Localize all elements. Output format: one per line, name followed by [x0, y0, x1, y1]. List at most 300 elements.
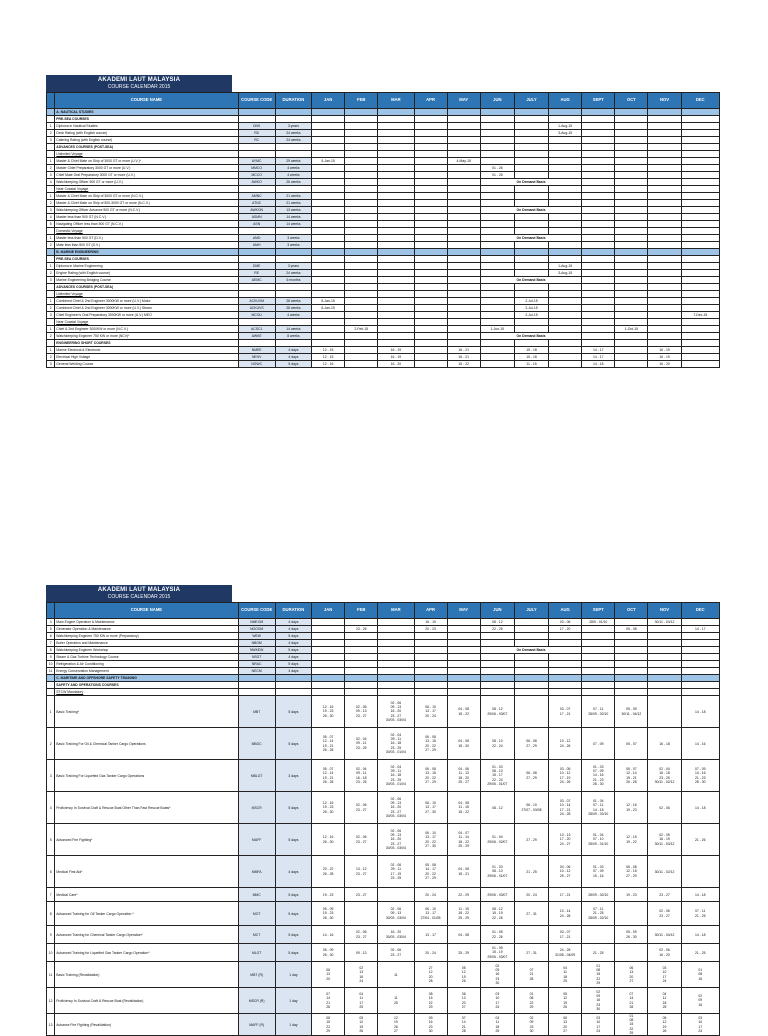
course-code: ACSC1 [238, 326, 275, 333]
row-spacer [47, 284, 55, 291]
empty-cell [549, 291, 582, 298]
month-cell-may [447, 270, 480, 277]
month-cell-oct [615, 165, 648, 172]
month-cell-jan [312, 626, 345, 633]
empty-cell [312, 116, 345, 123]
course-code: ASMN [238, 214, 275, 221]
empty-cell [275, 256, 311, 263]
row-number: 11 [47, 668, 55, 675]
month-cell-jan [312, 263, 345, 270]
month-cell-jan [312, 137, 345, 144]
empty-cell [447, 340, 480, 347]
header-cell-feb: FEB [345, 93, 378, 109]
row-number: 8 [47, 902, 55, 926]
month-cell-jun [480, 158, 514, 165]
course-row [47, 312, 720, 319]
course-code: MSCR [238, 792, 275, 824]
course-code: NMEE [238, 347, 275, 354]
month-cell-feb [345, 305, 378, 312]
header-cell-july: JULY [514, 93, 548, 109]
empty-cell [549, 256, 582, 263]
course-code: AWKE [238, 333, 275, 340]
month-cell-mar: 16 - 20 30/03 - 03/04 [378, 926, 414, 944]
empty-cell [615, 249, 648, 256]
month-cell-dec [681, 172, 719, 179]
empty-cell [345, 144, 378, 151]
month-cell-nov: 02 - 06 23 - 27 [648, 902, 681, 926]
month-cell-jun [480, 200, 514, 207]
month-cell-sept: 01 - 03 07 - 09 14 - 16 21 - 23 28 - 30 [582, 760, 615, 792]
row-number: 2 [47, 354, 55, 361]
month-cell-nov [648, 221, 681, 228]
course-code: MBT [238, 696, 275, 728]
subsection-header-row [47, 340, 720, 347]
month-cell-nov [648, 640, 681, 647]
empty-cell [345, 116, 378, 123]
empty-cell [582, 340, 615, 347]
course-name: Basic Training For Oil & Chemical Tanker Cargo Operations [55, 728, 238, 760]
month-cell-mar [378, 305, 414, 312]
month-cell-jan: 05 - 09 19 - 23 26 - 30 [312, 902, 345, 926]
month-cell-jan [312, 172, 345, 179]
row-number: 1 [47, 696, 55, 728]
on-demand-note: On Demand Basis [480, 277, 581, 284]
empty-cell [378, 144, 414, 151]
month-cell-sept [582, 277, 615, 284]
month-cell-nov: 02 - 04 16 - 18 23 - 25 30/11 - 02/12 [648, 760, 681, 792]
course-row [47, 944, 720, 962]
row-number: 2 [47, 270, 55, 277]
empty-cell [514, 249, 548, 256]
month-cell-jan [312, 235, 345, 242]
month-cell-dec [681, 333, 719, 340]
month-cell-dec [681, 221, 719, 228]
month-cell-oct [615, 207, 648, 214]
empty-cell [480, 319, 514, 326]
month-cell-nov: 03 10 17 24 [648, 962, 681, 988]
course-code: AEMC [238, 277, 275, 284]
empty-cell [447, 284, 480, 291]
course-name: Medical Care* [55, 888, 238, 902]
month-cell-oct: 01 08 15 22 29 [615, 1014, 648, 1036]
empty-cell [549, 228, 582, 235]
course-name: Master & Chief Mate on Ship of 3000 GT or more (N.C.V.) [55, 193, 238, 200]
row-number: 2 [47, 200, 55, 207]
empty-cell [345, 151, 378, 158]
empty-cell [582, 186, 615, 193]
empty-cell [275, 675, 311, 682]
header-cell-dec: DEC [681, 93, 719, 109]
empty-cell [648, 151, 681, 158]
month-cell-mar [378, 626, 414, 633]
month-cell-july [514, 137, 548, 144]
course-name: Combined Chief & 2nd Engineer 3000KW or more (U.V.) Motor [55, 298, 238, 305]
month-cell-mar [378, 270, 414, 277]
month-cell-oct [615, 242, 648, 249]
month-cell-sept: 01 - 04 07 - 11 14 - 18 28/09 - 02/10 [582, 792, 615, 824]
month-cell-jan: 5-Jan-15 [312, 158, 345, 165]
row-number: 2 [47, 333, 55, 340]
month-cell-aug [549, 347, 582, 354]
course-duration: 14 weeks [275, 326, 311, 333]
empty-cell [514, 151, 548, 158]
month-cell-apr: 13 - 17 [414, 926, 447, 944]
empty-cell [414, 319, 447, 326]
empty-cell [549, 249, 582, 256]
month-cell-sept [582, 326, 615, 333]
month-cell-july: 01 08 22 29 [514, 988, 548, 1014]
course-name: Proficiency In Survival Craft & Rescue Boat (Revalidation) [55, 988, 238, 1014]
month-cell-jan: 07 14 21 28 [312, 988, 345, 1014]
month-cell-apr [414, 326, 447, 333]
month-cell-apr [414, 193, 447, 200]
month-cell-feb [345, 619, 378, 626]
section-header-row [47, 675, 720, 682]
row-number: 2 [47, 242, 55, 249]
month-cell-oct [615, 179, 648, 186]
month-cell-oct: 05 - 09 26 - 30 [615, 926, 648, 944]
empty-cell [480, 689, 514, 696]
month-cell-nov [648, 263, 681, 270]
month-cell-mar [378, 326, 414, 333]
month-cell-dec: 14 - 17 [681, 626, 719, 633]
on-demand-note: On Demand Basis [480, 179, 581, 186]
row-number: 3 [47, 361, 55, 368]
empty-cell [681, 256, 719, 263]
month-cell-sept [582, 235, 615, 242]
month-cell-oct [615, 661, 648, 668]
month-cell-mar [378, 647, 414, 654]
course-row [47, 242, 720, 249]
month-cell-jan: 06 13 20 [312, 962, 345, 988]
month-cell-mar [378, 179, 414, 186]
month-cell-aug: 10 - 14 24 - 28 [549, 902, 582, 926]
course-row [47, 626, 720, 633]
month-cell-nov [648, 235, 681, 242]
course-calendar-table [46, 92, 720, 368]
section-label: Near Coastal Voyage [55, 319, 238, 326]
header-cell-apr: APR [414, 603, 447, 619]
row-spacer [47, 675, 55, 682]
row-number: 2 [47, 728, 55, 760]
month-cell-dec: 07 - 09 14 - 16 21 - 23 28 - 30 [681, 760, 719, 792]
empty-cell [514, 186, 548, 193]
month-cell-feb [345, 668, 378, 675]
month-cell-apr [414, 354, 447, 361]
month-cell-feb: 2-Feb-15 [345, 326, 378, 333]
month-cell-jan: 8-Jan-15 [312, 305, 345, 312]
empty-cell [648, 228, 681, 235]
month-cell-dec: 03 10 17 24 [681, 1014, 719, 1036]
month-cell-oct [615, 123, 648, 130]
month-cell-nov [648, 165, 681, 172]
month-cell-sept [582, 626, 615, 633]
course-code: ACKUVS [238, 305, 275, 312]
month-cell-oct [615, 668, 648, 675]
course-duration: 26 weeks [275, 179, 311, 186]
course-duration: 5 days [275, 792, 311, 824]
month-cell-aug: 10 - 13 17 - 20 24 - 27 [549, 824, 582, 856]
course-name: Watchkeeping Engineer Workshop [55, 647, 238, 654]
month-cell-jun [480, 263, 514, 270]
row-spacer [47, 291, 55, 298]
month-cell-jun: 03 10 17 24 [480, 988, 514, 1014]
month-cell-aug: 03 - 07 17 - 21 [549, 926, 582, 944]
course-code: MCCO [238, 172, 275, 179]
header-cell-num [47, 603, 55, 619]
course-row [47, 902, 720, 926]
month-cell-jan: 12 - 15 [312, 347, 345, 354]
course-row [47, 123, 720, 130]
month-cell-sept: 14 - 17 [582, 347, 615, 354]
empty-cell [378, 249, 414, 256]
month-cell-apr [414, 312, 447, 319]
course-duration: 21 weeks [275, 193, 311, 200]
course-code: NBOM [238, 640, 275, 647]
month-cell-jun: 01 - 05 22 - 26 [480, 926, 514, 944]
month-cell-aug [549, 298, 582, 305]
empty-cell [312, 689, 345, 696]
header-cell-may: MAY [447, 603, 480, 619]
month-cell-jan: 12 - 15 [312, 354, 345, 361]
month-cell-mar: 02 - 06 09 - 13 16 - 20 23 - 27 30/03 - 03/04 [378, 696, 414, 728]
empty-cell [681, 228, 719, 235]
month-cell-sept [582, 298, 615, 305]
month-cell-jan: 12 - 16 26 - 30 [312, 824, 345, 856]
header-cell-mar: MAR [378, 603, 414, 619]
course-row [47, 728, 720, 760]
empty-cell [378, 186, 414, 193]
month-cell-mar [378, 654, 414, 661]
section-label: C. MARITIME AND OFFSHORE SAFETY TRAINING [55, 675, 238, 682]
empty-cell [582, 116, 615, 123]
month-cell-may [447, 179, 480, 186]
month-cell-oct [615, 354, 648, 361]
course-name: Basic Training* [55, 696, 238, 728]
course-row [47, 130, 720, 137]
month-cell-july [514, 696, 548, 728]
month-cell-nov: 23 - 27 [648, 888, 681, 902]
month-cell-aug [549, 654, 582, 661]
row-number: 12 [47, 988, 55, 1014]
empty-cell [447, 151, 480, 158]
month-cell-jun: 08 - 12 29/06 - 03/07 [480, 696, 514, 728]
empty-cell [514, 144, 548, 151]
month-cell-jan: 12 - 16 [312, 361, 345, 368]
month-cell-oct [615, 137, 648, 144]
course-name: Advanced Training for Liquefied Gas Tanker Cargo Operation* [55, 944, 238, 962]
month-cell-dec [681, 200, 719, 207]
subsection-header-row [47, 116, 720, 123]
month-cell-nov: 02 - 06 [648, 792, 681, 824]
month-cell-mar [378, 298, 414, 305]
subsection-header-row [47, 144, 720, 151]
month-cell-feb: 02 - 06 23 - 27 [345, 824, 378, 856]
course-duration: 3 weeks [275, 242, 311, 249]
empty-cell [480, 228, 514, 235]
month-cell-apr: 08 15 22 29 [414, 988, 447, 1014]
month-cell-sept [582, 926, 615, 944]
month-cell-aug: 17 - 20 [549, 626, 582, 633]
row-number: 1 [47, 123, 55, 130]
month-cell-sept [582, 633, 615, 640]
empty-cell [345, 675, 378, 682]
course-duration: 24 weeks [275, 270, 311, 277]
month-cell-nov [648, 172, 681, 179]
empty-cell [447, 291, 480, 298]
month-cell-feb [345, 242, 378, 249]
month-cell-jun [480, 654, 514, 661]
month-cell-feb [345, 158, 378, 165]
month-cell-jun: 01 - 04 29/06 - 02/07 [480, 824, 514, 856]
month-cell-nov [648, 277, 681, 284]
month-cell-may [447, 626, 480, 633]
month-cell-nov [648, 298, 681, 305]
month-cell-oct: 07 14 21 28 [615, 988, 648, 1014]
header-cell-aug: AUG [549, 93, 582, 109]
month-cell-jun [480, 130, 514, 137]
month-cell-feb [345, 633, 378, 640]
course-name: Marine Engineering Bridging Course [55, 277, 238, 284]
course-duration: 5 days [275, 944, 311, 962]
month-cell-sept [582, 263, 615, 270]
month-cell-july [514, 640, 548, 647]
course-duration: 5 days [275, 902, 311, 926]
empty-cell [238, 256, 275, 263]
month-cell-sept [582, 200, 615, 207]
month-cell-mar [378, 661, 414, 668]
empty-cell [238, 186, 275, 193]
month-cell-oct: 06 13 20 27 [615, 962, 648, 988]
month-cell-aug [549, 640, 582, 647]
course-duration: 3 weeks [275, 235, 311, 242]
row-number: 7 [47, 640, 55, 647]
course-row [47, 354, 720, 361]
empty-cell [345, 284, 378, 291]
course-code: ASN [238, 221, 275, 228]
header-row [47, 93, 720, 109]
course-row [47, 647, 720, 654]
month-cell-sept: 14 - 18 [582, 361, 615, 368]
empty-cell [378, 682, 414, 689]
course-row [47, 172, 720, 179]
empty-cell [378, 116, 414, 123]
course-name: Watchkeeping Engineer 750 KW or more (NCV)* [55, 333, 238, 340]
empty-cell [345, 682, 378, 689]
course-name: Main Engine Operation & Maintenance [55, 619, 238, 626]
month-cell-apr [414, 158, 447, 165]
course-row [47, 640, 720, 647]
month-cell-aug: 17 - 21 [549, 888, 582, 902]
month-cell-sept [582, 158, 615, 165]
month-cell-aug: 04 - 06 10 - 12 25 - 27 [549, 856, 582, 888]
course-code: MSCR (R) [238, 988, 275, 1014]
month-cell-feb [345, 207, 378, 214]
month-cell-apr [414, 165, 447, 172]
month-cell-oct [615, 158, 648, 165]
month-cell-aug: 06 13 20 27 [549, 1014, 582, 1036]
empty-cell [648, 186, 681, 193]
month-cell-aug: 1-Aug-15 [549, 123, 582, 130]
month-cell-dec [681, 668, 719, 675]
section-label: Unlimited Voyage [55, 291, 238, 298]
course-code: MMCO [238, 165, 275, 172]
month-cell-mar [378, 172, 414, 179]
empty-cell [615, 109, 648, 116]
empty-cell [238, 319, 275, 326]
course-duration: 3 days [275, 760, 311, 792]
month-cell-sept [582, 661, 615, 668]
month-cell-nov [648, 312, 681, 319]
month-cell-oct [615, 270, 648, 277]
month-cell-jan [312, 619, 345, 626]
month-cell-nov [648, 179, 681, 186]
course-name: Master Chief Preparatory 3000 GT or more (U.V.) [55, 165, 238, 172]
section-label: Domestic Voyage [55, 228, 238, 235]
empty-cell [275, 689, 311, 696]
empty-cell [447, 689, 480, 696]
empty-cell [275, 284, 311, 291]
empty-cell [582, 675, 615, 682]
course-name: Advanced Fire Fighting* [55, 824, 238, 856]
row-number: 4 [47, 214, 55, 221]
empty-cell [582, 228, 615, 235]
month-cell-may [447, 214, 480, 221]
month-cell-nov: 30/11 - 02/12 [648, 856, 681, 888]
month-cell-aug [549, 193, 582, 200]
course-row [47, 214, 720, 221]
month-cell-may: 04 - 07 11 - 14 18 - 22 25 - 29 [447, 824, 480, 856]
empty-cell [275, 319, 311, 326]
month-cell-oct [615, 654, 648, 661]
row-number: 10 [47, 944, 55, 962]
month-cell-nov [648, 333, 681, 340]
row-spacer [47, 116, 55, 123]
month-cell-aug [549, 172, 582, 179]
course-code: AYMC [238, 158, 275, 165]
empty-cell [414, 291, 447, 298]
row-number: 4 [47, 792, 55, 824]
voyage-category-row [47, 228, 720, 235]
month-cell-nov [648, 668, 681, 675]
empty-cell [345, 689, 378, 696]
empty-cell [312, 675, 345, 682]
section-label: ENGINEERING SHORT COURSES [55, 340, 238, 347]
header-cell-jan: JAN [312, 93, 345, 109]
empty-cell [345, 249, 378, 256]
month-cell-sept [582, 207, 615, 214]
header-cell-apr: APR [414, 93, 447, 109]
empty-cell [549, 284, 582, 291]
course-name: Medical First Aid* [55, 856, 238, 888]
month-cell-feb [345, 277, 378, 284]
month-cell-july: 07 21 28 [514, 962, 548, 988]
month-cell-dec: 14 - 16 [681, 728, 719, 760]
month-cell-mar: 02 - 04 09 - 11 16 - 18 23 - 25 30/03 - 01/04 [378, 760, 414, 792]
course-code: MBT (R) [238, 962, 275, 988]
month-cell-dec [681, 654, 719, 661]
month-cell-aug [549, 354, 582, 361]
month-cell-mar [378, 123, 414, 130]
empty-cell [648, 689, 681, 696]
month-cell-may: 04 - 06 18 - 21 [447, 856, 480, 888]
month-cell-mar [378, 333, 414, 340]
month-cell-jun: 08 - 12 [480, 619, 514, 626]
course-code: NMEOM [238, 619, 275, 626]
month-cell-apr [414, 298, 447, 305]
course-name: Chief Engineer's Oral Preparatory 3000KW or more (U.V.) MEO [55, 312, 238, 319]
month-cell-nov: 16 - 18 [648, 728, 681, 760]
